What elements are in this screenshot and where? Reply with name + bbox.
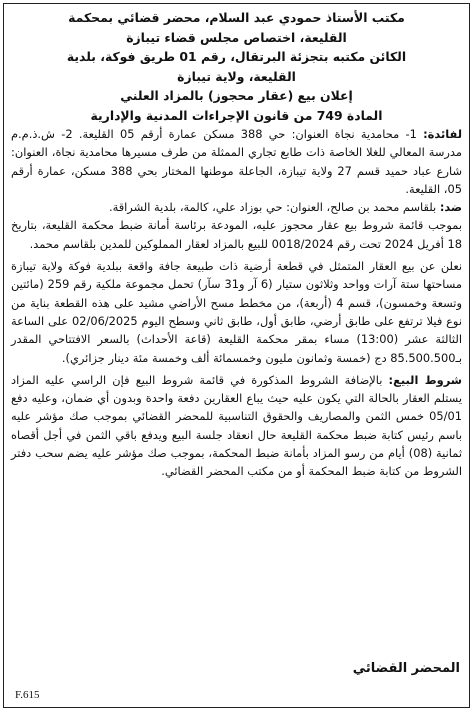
creditors-label: لفائدة: [423, 127, 462, 141]
debtor-text: بلقاسم محمد بن صالح، العنوان: حي بوزاد علي، كالمة، بلدية الشراقة. [108, 200, 440, 215]
office-name: مكتب الأستاذ حمودي عبد السلام، محضر قضائي بمحكمة [68, 10, 405, 25]
sale-announcement: نعلن عن بيع العقار المتمثل في قطعة أرضية ذات طبيعة جافة واقعة ببلدية فوكة ولاية تيبازة مساحتها ستة آرات وواحد وثلاثون ستيار (6 آر و31 سآر) تحمل مجموعة ملكية رقم 259 (مائتين وتسعة وخمسون)، قسم 4 (أربعة)، من مخطط مسح الأراضي مشيد على هذه القطعة بناية من نوع فيلا ترتفع على طابق أرضي، طابق أول، طابق ثاني وسطح اليوم 02/06/2025 على الساعة الثالثة عشر (13:00) مساء بمقر محكمة القليعة (قاعة الأحداث) بالسعر الافتتاحي المقدر بـ85.500.500 دج (خمسة وثمانون مليون وخمسمائة ألف وخمسة مئة دينار جزائري). [11, 259, 462, 365]
debtor-label: ضد: [439, 200, 462, 215]
notice-header [11, 8, 462, 125]
legal-notice [3, 3, 470, 708]
notice-footer [11, 661, 462, 701]
creditors-text: 1- محامدية نجاة العنوان: حي 388 مسكن عمارة أرقم 05 القليعة. 2- ش.ذ.م.م مدرسة المعالي للغلا الخاصة ذات طابع تجاري الممثلة من طرف مسيرها محامدية نجاة، العنوان: شارع عباد حميد قسم 27 ولاية تيبازة، الجاعلة موطنها المختار بحي 388 مسكن، عمارة أرقم 05، القليعة. [11, 127, 462, 196]
office-jurisdiction: القليعة، اختصاص مجلس قضاء تيبازة [126, 29, 347, 45]
conditions-list-section: بموجب قائمة شروط بيع عقار محجوز عليه، المودعة برئاسة أمانة ضبط محكمة القليعة، بتاريخ 18 أفريل 2024 تحت رقم 0018/2024 للبيع بالمزاد لعقار المملوكين للمدين بلقاسم محمد. [11, 218, 462, 251]
office-address: الكائن مكتبه بتجزئة البرتقال، رقم 01 طريق فوكة، بلدية [66, 49, 407, 64]
notice-title: إعلان بيع (عقار محجوز) بالمزاد العلني [120, 88, 353, 103]
signature: المحضر القضائي [352, 661, 460, 676]
conditions-label: شروط البيع: [388, 372, 462, 387]
conditions-text: بالإضافة الشروط المذكورة في قائمة شروط البيع فإن الراسي عليه المزاد يستلم العقار بالحالة التي يكون عليه حيث يباع العقارين دفعة واحدة وبدون أي ضمان، وعليه دفع 05/01 خمس الثمن والمصاريف والحقوق التناسبية للمحضر القضائي بموجب صك مؤشر عليه باسم رئيس كتابة ضبط محكمة القليعة حال انعقاد جلسة البيع ويدفع باقي الثمن في أجل أقصاه ثمانية (08) أيام من رسو المزاد بأمانة ضبط المحكمة، بموجب صك مؤشر عليه يضم سحب دفتر الشروط من كتابة ضبط المحكمة أو من مكتب المحضر القضائي. [11, 372, 463, 479]
debtor-section [11, 198, 462, 216]
office-wilaya: القليعة، ولاية تيبازة [177, 68, 296, 84]
reference-code: F.615 [15, 689, 40, 701]
creditors-section [11, 125, 462, 198]
legal-article: المادة 749 من قانون الإجراءات المدنية والإدارية [90, 107, 383, 123]
sale-conditions [11, 371, 462, 481]
